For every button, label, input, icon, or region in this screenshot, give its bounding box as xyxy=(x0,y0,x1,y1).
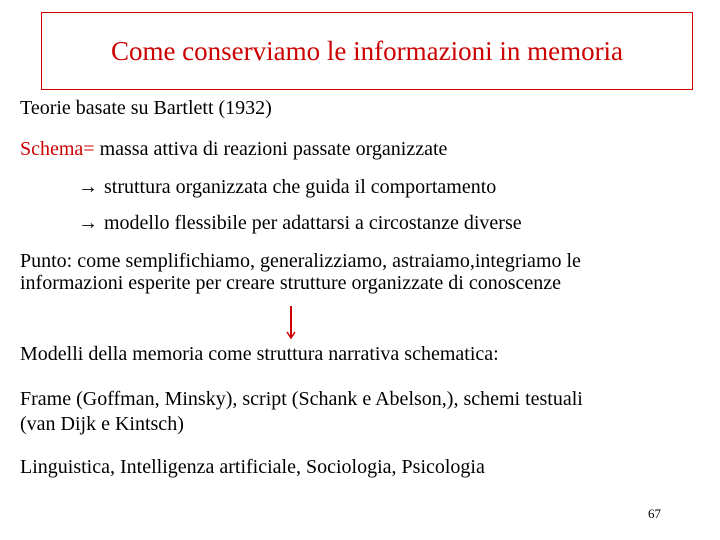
punto-line-1: Punto: come semplifichiamo, generalizziamo, astraiamo,integriamo le xyxy=(20,250,581,272)
bullet-text: struttura organizzata che guida il comportamento xyxy=(104,176,497,198)
modelli-line: Modelli della memoria come struttura narrativa schematica: xyxy=(20,343,499,365)
down-arrow-icon xyxy=(286,306,296,340)
page-number: 67 xyxy=(648,506,661,521)
disciplines-line: Linguistica, Intelligenza artificiale, Sociologia, Psicologia xyxy=(20,456,485,478)
title-box xyxy=(41,12,693,90)
bullet-text: modello flessibile per adattarsi a circostanze diverse xyxy=(104,212,522,234)
schema-line xyxy=(20,139,447,159)
schema-term: Schema= xyxy=(20,138,95,160)
frame-line-1: Frame (Goffman, Minsky), script (Schank e Abelson,), schemi testuali xyxy=(20,388,583,410)
frame-line-2: (van Dijk e Kintsch) xyxy=(20,413,184,435)
slide-title: Come conserviamo le informazioni in memoria xyxy=(110,35,624,66)
right-arrow-icon: → xyxy=(78,176,98,198)
bullet-item xyxy=(78,177,496,197)
right-arrow-icon: → xyxy=(78,212,98,234)
bartlett-line: Teorie basate su Bartlett (1932) xyxy=(20,97,272,119)
bullet-item xyxy=(78,213,522,233)
schema-definition: massa attiva di reazioni passate organizzate xyxy=(94,138,448,160)
punto-line-2: informazioni esperite per creare strutture organizzate di conoscenze xyxy=(20,272,562,294)
